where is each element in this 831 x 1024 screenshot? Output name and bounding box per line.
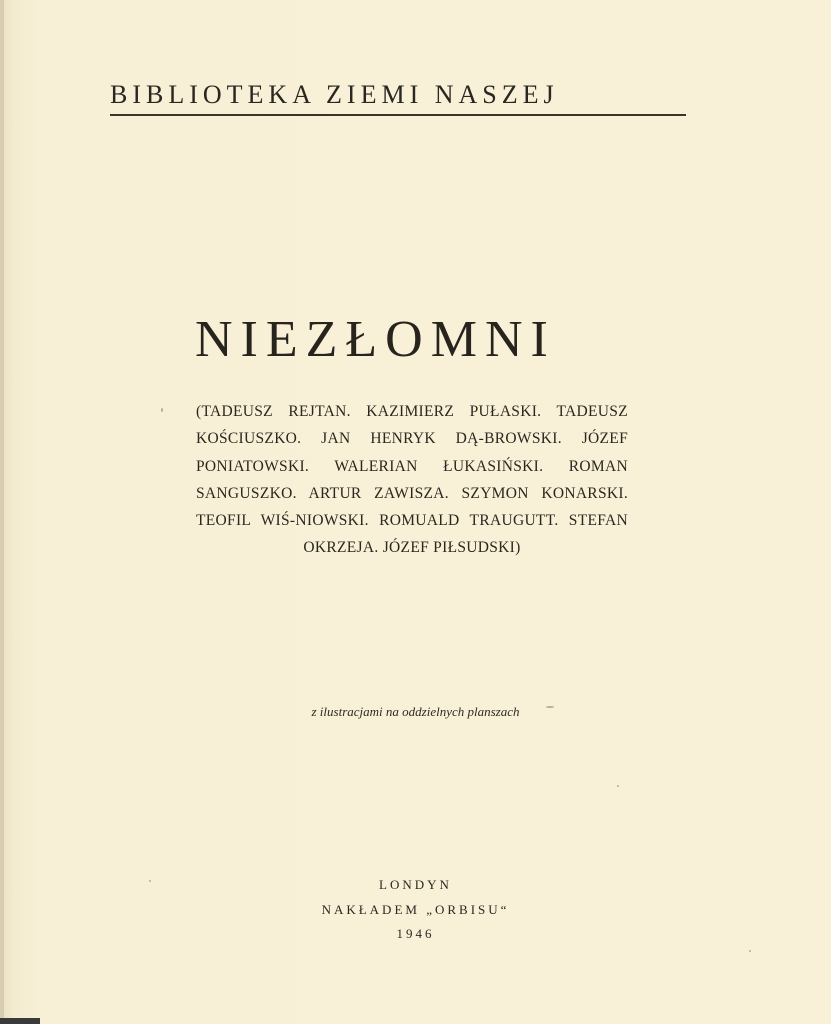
paper-speck (546, 706, 554, 708)
paper-speck (149, 880, 151, 882)
book-subtitle: (TADEUSZ REJTAN. KAZIMIERZ PUŁASKI. TADEUSZ KOŚCIUSZKO. JAN HENRYK DĄ-BROWSKI. JÓZEF PONIATOWSKI. WALERIAN ŁUKASIŃSKI. ROMAN SANGUSZKO. ARTUR ZAWISZA. SZYMON KONARSKI. TEOFIL WIŚ-NIOWSKI. ROMUALD TRAUGUTT. STEFAN OKRZEJA. JÓZEF PIŁSUDSKI) (196, 403, 628, 557)
page-spine-edge (0, 0, 4, 1024)
illustrations-note: z ilustracjami na oddzielnych planszach (311, 704, 520, 719)
book-title: NIEZŁOMNI (195, 311, 556, 368)
imprint-city: LONDYN (379, 877, 452, 892)
paper-speck (617, 785, 619, 787)
imprint-year: 1946 (396, 926, 435, 941)
page-bottom-edge (0, 1018, 40, 1024)
paper-speck (161, 408, 163, 412)
imprint-publisher: NAKŁADEM „ORBISU“ (321, 902, 510, 917)
series-title-rule (110, 114, 686, 116)
series-title: BIBLIOTEKA ZIEMI NASZEJ (110, 80, 559, 109)
paper-speck (749, 950, 751, 952)
